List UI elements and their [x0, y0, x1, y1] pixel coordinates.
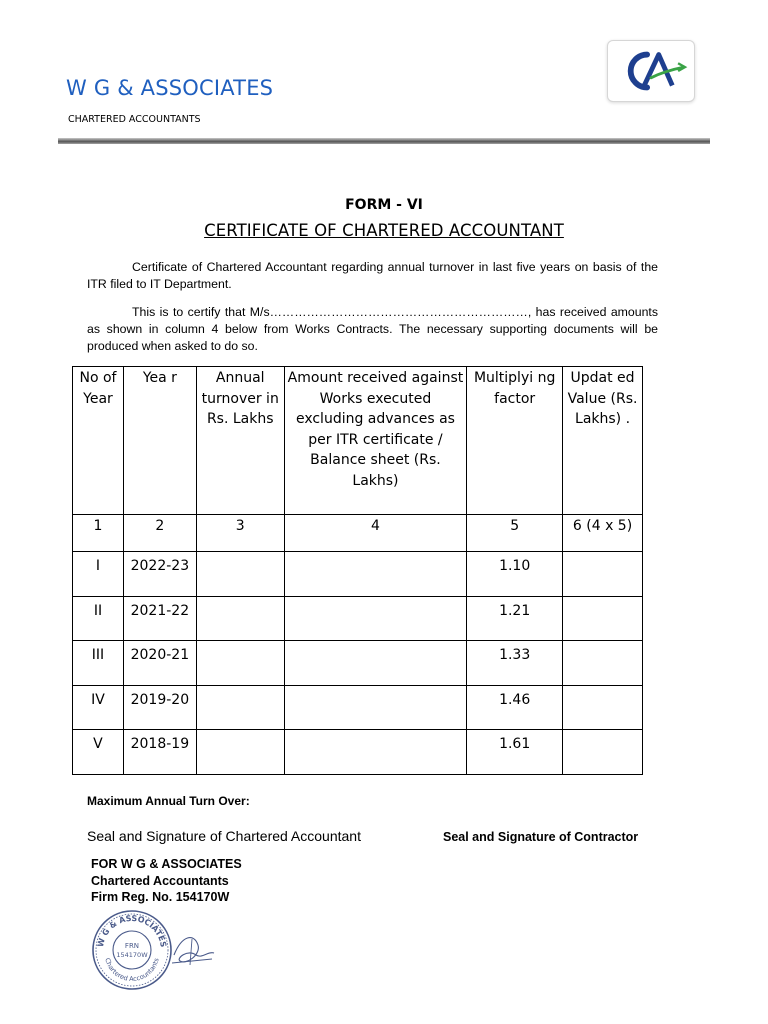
cell-amount [284, 552, 467, 597]
max-turnover-label: Maximum Annual Turn Over: [87, 794, 250, 808]
stamp-arc-top: W G & ASSOCIATES [95, 913, 168, 949]
cell-turnover [196, 641, 284, 686]
cell-updated [563, 685, 643, 730]
cell-turnover [196, 685, 284, 730]
stamp-arc-bottom: Chartered Accountants [103, 957, 161, 984]
table-row [73, 730, 643, 775]
header-no-of-year: No of Year [73, 367, 124, 515]
certificate-title: CERTIFICATE OF CHARTERED ACCOUNTANT [204, 221, 564, 240]
table-row [73, 552, 643, 597]
table-row [73, 596, 643, 641]
column-number: 2 [123, 515, 196, 552]
signature-icon [168, 925, 218, 971]
form-number: FORM - VI [345, 197, 423, 213]
table-row [73, 641, 643, 686]
cell-factor: 1.33 [467, 641, 563, 686]
firm-subtitle: CHARTERED ACCOUNTANTS [68, 114, 201, 125]
cell-year: 2021-22 [123, 596, 196, 641]
cell-updated [563, 596, 643, 641]
firm-stamp-icon [90, 908, 174, 992]
for-firm-line: FOR W G & ASSOCIATES [91, 857, 242, 871]
turnover-table [72, 366, 643, 775]
cell-factor: 1.10 [467, 552, 563, 597]
cell-turnover [196, 552, 284, 597]
header-multiplying-factor: Multiplyi ng factor [467, 367, 563, 515]
cell-year-no: V [73, 730, 124, 775]
table-row [73, 685, 643, 730]
header-annual-turnover: Annual turnover in Rs. Lakhs [196, 367, 284, 515]
firm-name: W G & ASSOCIATES [66, 76, 274, 100]
cell-year-no: IV [73, 685, 124, 730]
column-number: 4 [284, 515, 467, 552]
cell-factor: 1.21 [467, 596, 563, 641]
table-header-row [73, 367, 643, 515]
cell-year-no: II [73, 596, 124, 641]
seal-ca-label: Seal and Signature of Chartered Accountant [87, 828, 361, 844]
stamp-frn: 154170W [116, 951, 148, 959]
stamp-frn-label: FRN [124, 942, 140, 950]
cell-amount [284, 641, 467, 686]
column-number: 5 [467, 515, 563, 552]
cell-turnover [196, 596, 284, 641]
cell-updated [563, 552, 643, 597]
cell-year: 2019-20 [123, 685, 196, 730]
column-number: 6 (4 x 5) [563, 515, 643, 552]
cell-year: 2020-21 [123, 641, 196, 686]
cell-factor: 1.46 [467, 685, 563, 730]
header-amount-received: Amount received against Works executed excluding advances as per ITR certificate / Balance sheet (Rs. Lakhs) [284, 367, 467, 515]
cell-updated [563, 641, 643, 686]
cell-year: 2022-23 [123, 552, 196, 597]
firm-type-line: Chartered Accountants [91, 873, 229, 888]
cell-factor: 1.61 [467, 730, 563, 775]
column-number: 1 [73, 515, 124, 552]
cell-year: 2018-19 [123, 730, 196, 775]
cell-amount [284, 730, 467, 775]
firm-reg-line: Firm Reg. No. 154170W [91, 890, 230, 904]
header-year: Yea r [123, 367, 196, 515]
intro-paragraph: Certificate of Chartered Accountant regarding annual turnover in last five years on basis of the ITR filed to IT Department. [87, 260, 658, 291]
svg-text:Chartered Accountants [103, 957, 160, 983]
cell-year-no: I [73, 552, 124, 597]
column-number: 3 [196, 515, 284, 552]
cell-amount [284, 596, 467, 641]
cell-year-no: III [73, 641, 124, 686]
firm-signature-block [91, 856, 242, 906]
certify-paragraph: This is to certify that M/s………………………………………………………, has received amounts as shown in column 4 below from Works Contracts. The necessary supporting documents will be produced when asked to do so. [87, 305, 658, 353]
header-updated-value: Updat ed Value (Rs. Lakhs) . [563, 367, 643, 515]
seal-contractor-label: Seal and Signature of Contractor [443, 830, 639, 844]
header-divider [58, 138, 710, 144]
column-number-row [73, 515, 643, 552]
cell-turnover [196, 730, 284, 775]
cell-updated [563, 730, 643, 775]
cell-amount [284, 685, 467, 730]
ca-logo-icon [607, 40, 695, 102]
